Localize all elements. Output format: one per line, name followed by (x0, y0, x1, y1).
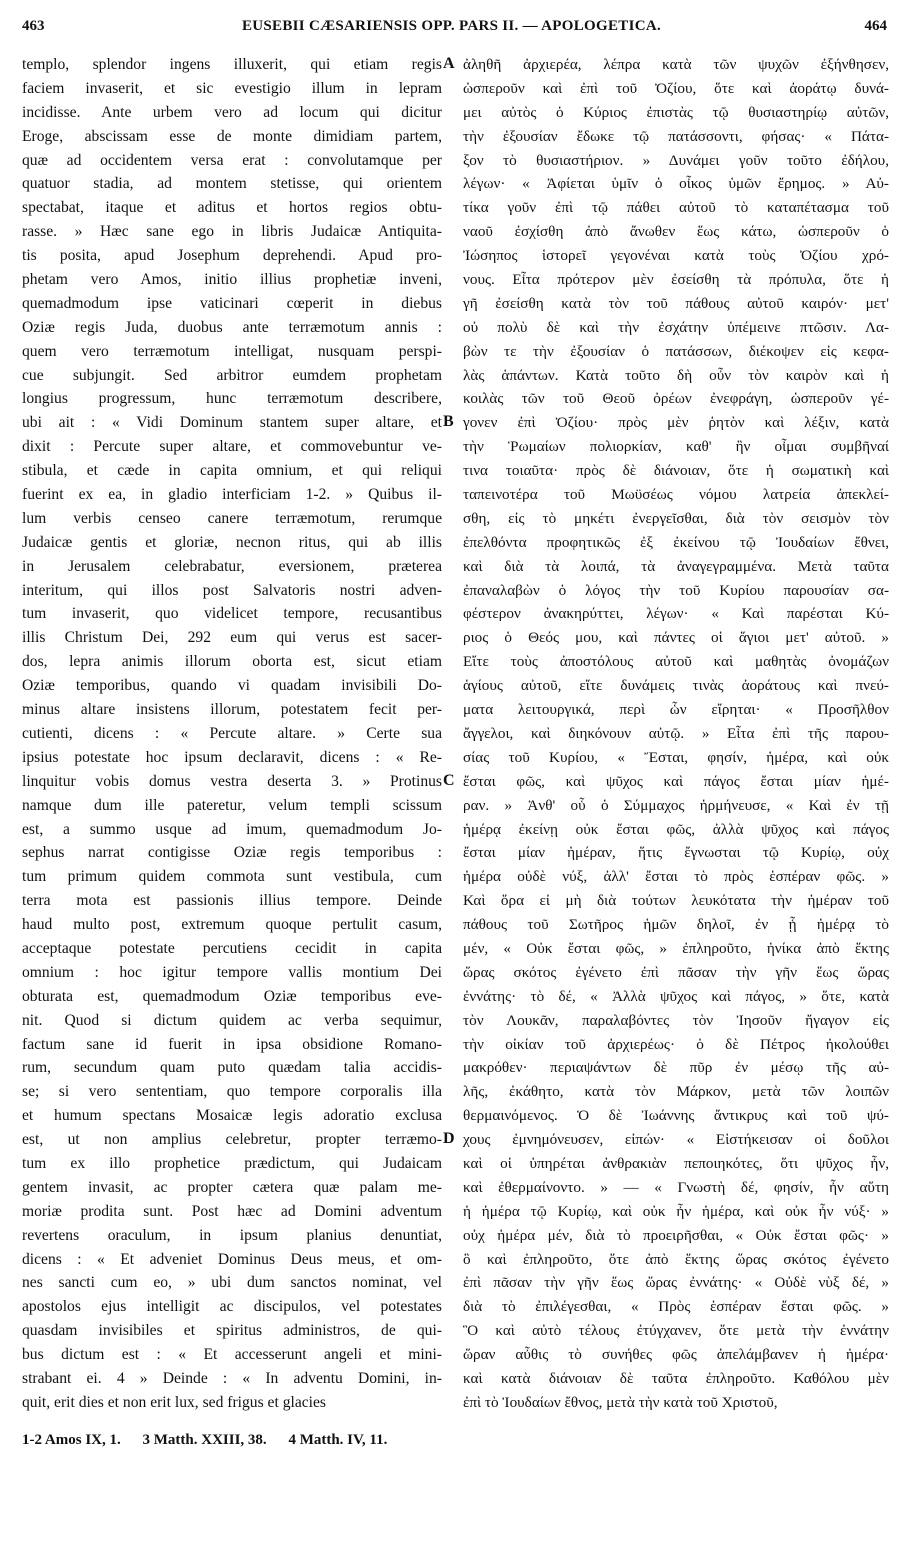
latin-text-line: ubi ait : « Vidi Dominum stantem super altare, et (22, 414, 442, 432)
latin-text-line: quæ ad occidentem versa erat : convolutamque per (22, 151, 442, 169)
greek-text-line: καὶ κατὰ διάνοιαν δὲ ταῦτα ἐπληροῦτο. Καθόλου μὲν (463, 1369, 889, 1387)
greek-text-line: ὃ καὶ ἐπληροῦτο, ὅτε ἀπὸ ἕκτης ὥρας σκότος ἐγένετο (463, 1250, 889, 1268)
margin-letter-c: C (443, 772, 455, 789)
latin-text-line: namque dum ille pateretur, velum templi scissum (22, 796, 442, 814)
latin-text-line: quem vero terræmotum intelligat, nusquam perspi- (22, 342, 442, 360)
greek-text-line: ἐπὶ τὸ Ἰουδαίων ἔθνος, μετὰ τὴν κατὰ τοῦ Χριστοῦ, (463, 1393, 778, 1411)
greek-text-line: ἀληθῆ ἀρχιερέα, λέπρα κατὰ τῶν ψυχῶν ἐξήνθησεν, (463, 56, 889, 73)
margin-letter-b: B (443, 413, 454, 430)
greek-text-line: ἐννάτης· τὸ δέ, « Ἀλλὰ ψῦχος καὶ πάγος, » ὅτε, κατὰ (463, 987, 889, 1005)
latin-text-line: revertens oraculum, in ipsum planius denuntiat, (22, 1226, 442, 1244)
latin-text-line: tum ex illo prophetice prædictum, qui Judaicam (22, 1154, 442, 1172)
greek-text-line: χους ἐμνημόνευσεν, εἰπών· « Εἱστήκεισαν οἱ δοῦλοι (463, 1131, 889, 1149)
latin-text-line: dos, lepra animis illorum oborta est, sicut etiam (22, 653, 442, 671)
latin-text-line: bus dictum est : « Et accesserunt angeli et mini- (22, 1346, 442, 1364)
latin-text-line: et humum spectans Mosaicæ legis adoratio exclusa (22, 1107, 442, 1125)
greek-text-line: ἁγίους αὐτοῦ, εἴτε δυνάμεις τινὰς ἀοράτους καὶ πνεύ- (463, 677, 889, 695)
greek-text-line: οὐχ ἡμέρα μέν, διὰ τὸ προειρῆσθαι, « Οὐκ ἔσται φῶς· » (463, 1226, 889, 1244)
latin-text-line: rum, secundum quam puto quædam talia accidis- (22, 1059, 442, 1077)
greek-text-line: ὥραν αὖθις τὸ συνήθες φῶς ἀπελάμβανεν ἡ ἡμέρα· (463, 1346, 889, 1364)
footnote: 1-2 Amos IX, 1. (22, 1432, 121, 1448)
latin-text-line: tum invaserit, quo videlicet tempore, recusantibus (22, 605, 442, 623)
latin-text-line: haud multo post, extremum quoque pertulit casum, (22, 916, 442, 934)
latin-text-line: spectabat, itaque et aditus et hortos regios obtu- (22, 199, 442, 217)
greek-text-line: Ἰώσηπος ἱστορεῖ γεγονέναι κατὰ τοὺς Ὀζίου χρό- (463, 247, 889, 265)
latin-text-line: illis Christum Dei, 292 eum qui verus est sacer- (22, 629, 442, 647)
latin-text-line: est, ut non amplius celebretur, propter terræmo- (22, 1131, 442, 1149)
latin-text-line: ipsius potestate hoc ipsum declaravit, dicens : « Re- (22, 748, 442, 766)
latin-text-line: dicens : « Et adveniet Dominus Deus meus, et om- (22, 1250, 442, 1268)
greek-text-line: καὶ οἱ ὑπηρέται ἀνθρακιὰν πεποιηκότες, ὅτι ψῦχος ἦν, (463, 1154, 889, 1172)
greek-text-line: ραν. » Ἀνθ' οὗ ὁ Σύμμαχος ἡρμήνευσε, « Καὶ ἐν τῇ (463, 796, 889, 814)
latin-text-line: nes sancti cum eo, » ubi dum sanctos nominat, vel (22, 1274, 442, 1292)
greek-text-line: τὴν οἰκίαν τοῦ ἀρχιερέως· ὁ δὲ Πέτρος ἠκολούθει (463, 1035, 889, 1053)
left-page-number: 463 (22, 18, 45, 34)
greek-text-line: ριος ὁ Θεός μου, καὶ πάντες οἱ ἅγιοι μετ' αὐτοῦ. » (463, 629, 889, 647)
latin-text-line: factum sane id fuerit in ipsa obsidione Romano- (22, 1035, 442, 1053)
greek-text-line: τὸν Λουκᾶν, παραλαβόντες τὸν Ἰησοῦν ἤγαγον εἰς (463, 1011, 889, 1029)
latin-text-line: fuerint ex ea, in gladio interficiam 1-2. » Quibus il- (22, 486, 442, 504)
latin-text-line: incidisse. Ante urbem vero ad locum qui dicitur (22, 103, 442, 121)
greek-text-line: ἐπὶ πᾶσαν τὴν γῆν ἕως ὥρας ἐννάτης· « Οὐδὲ νὺξ δέ, » (463, 1274, 889, 1292)
latin-text-line: quasdam invisibiles et spiritus administros, de qui- (22, 1322, 442, 1340)
greek-text-line: ναοῦ ἐσχίσθη ἀπὸ ἄνωθεν ἕως κάτω, ὡσπεροῦν ὁ (463, 223, 889, 241)
latin-text-line: templo, splendor ingens illuxerit, qui etiam regis (22, 56, 442, 73)
greek-text-line: ὥρας σκότος ἐγένετο ἐπὶ πᾶσαν τὴν γῆν ἕως ὥρας (463, 963, 889, 981)
greek-text-line: γῆ ἐσείσθη κατὰ τὸν τοῦ πάθους αὐτοῦ καιρόν· μετ' (463, 294, 889, 312)
latin-text-line: quatuor stadia, ad montem stetisse, qui orientem (22, 175, 442, 193)
greek-text-line: ταπεινοτέρα τοῦ Μωϋσέως νόμου λατρεία ἀπεκλεί- (463, 486, 889, 504)
latin-text-line: cutienti, dicens : « Percute altare. » Certe sua (22, 724, 442, 742)
greek-text-line: καὶ διὰ τὰ λοιπά, τὰ ἀναγεγραμμένα. Μετὰ ταῦτα (463, 557, 889, 575)
latin-text-line: dixit : Percute super altare, et commovebuntur ve- (22, 438, 442, 456)
greek-text-line: λῆς, ἐκάθητο, κατὰ τὸν Μάρκον, μετὰ τῶν λοιπῶν (463, 1083, 889, 1101)
right-page-number: 464 (864, 18, 887, 34)
latin-text-line: tum primum quidem commota sunt vestibula, cum (22, 868, 442, 886)
margin-letter-a: A (443, 55, 455, 72)
running-title: EUSEBII CÆSARIENSIS OPP. PARS II. — APOLOGETICA. (241, 18, 662, 34)
latin-text-line: stibula, et cæde in capita omnium, et qui reliqui (22, 462, 442, 480)
latin-text-line: tis posita, apud Josephum deprehendi. Apud pro- (22, 247, 442, 265)
latin-text-line: longius progressum, hunc terræmotum describere, (22, 390, 442, 408)
greek-text-line: λέγων· « Ἀφίεται ὑμῖν ὁ οἶκος ὑμῶν ἔρημος. » Αὐ- (463, 175, 889, 193)
latin-text-line: linquitur vobis domus vestra deserta 3. » Protinus (22, 772, 442, 790)
greek-text-line: τίκα γοῦν ἐπὶ τῷ πάθει αὐτοῦ τὸ καταπέτασμα τοῦ (463, 199, 889, 217)
latin-text-line: nit. Quod si dictum quidem ac verba sequimur, (22, 1011, 442, 1029)
greek-text-line: ἔσται φῶς, καὶ ψῦχος καὶ πάγος ἔσται μίαν ἡμέ- (463, 772, 889, 790)
greek-text-line: κοιλὰς τῶν τοῦ Θεοῦ ὀρέων ἐνεφράγη, ὡσπεροῦν γέ- (463, 390, 889, 408)
latin-text-line: quemadmodum ipse vaticinari cœperit in diebus (22, 294, 442, 312)
latin-text-line: Oziæ regis Juda, duobus ante terræmotum annis : (22, 318, 442, 336)
greek-text-line: ἡ ἡμέρα τῷ Κυρίῳ, καὶ οὐκ ἦν ἡμέρα, καὶ οὐκ ἦν νύξ· » (463, 1202, 889, 1220)
greek-text-line: καὶ ἐθερμαίνοντο. » — « Γνωστὴ δέ, φησίν, ἦν αὕτη (463, 1178, 889, 1196)
greek-text-line: ἐπελθόντα προφητικῶς ἐξ ἐκείνου τῷ Ἰουδαίων ἔθνει, (463, 533, 889, 551)
greek-text-line: ματα λειτουργικά, περὶ ὧν εἴρηται· « Προσῆλθον (463, 701, 889, 719)
greek-text-line: διὰ τὸ ἐπιλέγεσθαι, « Πρὸς ἑσπέραν ἔσται φῶς. » (463, 1298, 889, 1316)
greek-column (463, 53, 889, 1415)
latin-text-line: est, a summo usque ad imum, quemadmodum Jo- (22, 820, 442, 838)
greek-text-line: μέν, « Οὐκ ἔσται φῶς, » ἐπληροῦτο, ἡνίκα ἀπὸ ἕκτης (463, 939, 889, 957)
greek-text-line: γονεν ἐπὶ Ὀζίου· πρὸς μὲν ῥητὸν καὶ λέξιν, κατὰ (463, 414, 889, 432)
greek-text-line: μακρόθεν· περιαψάντων δὲ πῦρ ἐν μέσῳ τῆς αὐ- (463, 1059, 889, 1077)
latin-text-line: terra mota est passionis illius tempore. Deinde (22, 892, 442, 910)
latin-column (22, 53, 442, 1415)
latin-text-line: Oziæ temporibus, quando vi quadam invisibili Do- (22, 677, 442, 695)
latin-text-line: minus altare insistens illorum, potestatem fecit per- (22, 701, 442, 719)
greek-text-line: θερμαινόμενος. Ὁ δὲ Ἰωάννης ἄντικρυς καὶ τοῦ ψύ- (463, 1107, 889, 1125)
margin-letter-d: D (443, 1130, 455, 1147)
latin-text-line: faciem invaserit, et sic evestigio illum in lepram (22, 79, 442, 97)
greek-text-line: ἡμέρᾳ ἐκείνῃ οὐκ ἔσται φῶς, ἀλλὰ ψῦχος καὶ πάγος (463, 820, 889, 838)
greek-text-line: ἐπαναλαβὼν ὁ λόγος τὴν τοῦ Κυρίου παρουσίαν σα- (463, 581, 889, 599)
latin-text-line: Judaicæ gentis et gloriæ, necnon ritus, qui ab illis (22, 533, 442, 551)
latin-text-line: acceptaque potestate percutiens cecidit in capita (22, 939, 442, 957)
greek-text-line: ἄγγελοι, καὶ διηκόνουν αὐτῷ. » Εἶτα ἐπὶ τῆς παρου- (463, 724, 889, 742)
greek-text-line: πάθους τοῦ Σωτῆρος ἡμῶν δηλοῖ, ἐν ᾗ ἡμέρᾳ τὸ (463, 916, 889, 934)
greek-text-line: μει αὐτὸς ὁ Κύριος ἐπιστὰς τῷ θυσιαστηρίῳ αὐτῶν, (463, 103, 889, 121)
latin-text-line: cue subjungit. Sed arbitror eumdem prophetam (22, 366, 442, 384)
latin-text-line: Eroge, abscissam esse de monte dimidiam partem, (22, 127, 442, 145)
greek-text-line: Ὃ καὶ αὐτὸ τέλους ἐτύγχανεν, ὅτε μετὰ τὴν ἐννάτην (463, 1322, 889, 1340)
latin-text-line: strabant ei. 4 » Deinde : « In adventu Domini, in- (22, 1369, 442, 1387)
greek-text-line: τὴν Ῥωμαίων πολιορκίαν, καθ' ἣν οἶμαι συμβῆναί (463, 438, 889, 456)
footnote: 3 Matth. XXIII, 38. (142, 1432, 267, 1448)
footnotes (22, 1432, 405, 1449)
greek-text-line: λὰς ἁπάντων. Κατὰ τοῦτο δὴ οὖν τὸν καιρὸν καὶ ἡ (463, 366, 889, 384)
greek-text-line: σθη, εἰς τὸ μηκέτι ἐνεργεῖσθαι, διὰ τὸν σεισμὸν τὸν (463, 509, 889, 527)
latin-text-line: phetam vero Amos, initio illius prophetiæ inveni, (22, 271, 442, 289)
greek-text-line: νους. Εἶτα πρότερον μὲν ἐσείσθη τὰ πρόπυλα, ὅτε ἡ (463, 271, 889, 289)
latin-text-line: quit, erit dies et non erit lux, sed frigus et glacies (22, 1393, 327, 1411)
latin-text-line: interitum, qui illos post Salvatoris nostri adven- (22, 581, 442, 599)
greek-text-line: σίας τοῦ Κυρίου, « Ἔσται, φησίν, ἡμέρα, καὶ οὐκ (463, 748, 889, 766)
greek-text-line: ὡσπεροῦν καὶ ἐπὶ τοῦ Ὀζίου, ὅτε καὶ ἀοράτῳ δυνά- (463, 79, 889, 97)
greek-text-line: φέστερον ἀνακηρύττει, λέγων· « Καὶ παρέσται Κύ- (463, 605, 889, 623)
latin-text-line: obturata est, quemadmodum Oziæ temporibus eve- (22, 987, 442, 1005)
greek-text-line: Καὶ ὅρα εἰ μὴ διὰ τούτων λευκότατα τὴν ἡμέραν τοῦ (463, 892, 889, 910)
footnote: 4 Matth. IV, 11. (288, 1432, 388, 1448)
latin-text-line: in Jerusalem celebrabatur, eversionem, præterea (22, 557, 442, 575)
latin-text-line: apostolos ejus intelligit ac discipulos, vel potestates (22, 1298, 442, 1316)
latin-text-line: gentem invasit, ac propter cætera quæ palam me- (22, 1178, 442, 1196)
latin-text-line: lum verbis censeo canere terræmotum, rerumque (22, 509, 442, 527)
greek-text-line: οὐ πολὺ δὲ καὶ τὴν ἐσχάτην ὑπέμεινε πτῶσιν. Λα- (463, 318, 889, 336)
latin-text-line: moriæ prodita sunt. Post hæc ad Domini adventum (22, 1202, 442, 1220)
latin-text-line: se; si vero sententiam, quo tempore corporalis illa (22, 1083, 442, 1101)
greek-text-line: ἡμέρα οὐδὲ νύξ, ἀλλ' ἔσται τὸ πρὸς ἑσπέραν φῶς. » (463, 868, 889, 886)
latin-text-line: rasse. » Hæc sane ego in libris Judaicæ Antiquita- (22, 223, 442, 241)
latin-text-line: omnium : hoc igitur tempore vallis montium Dei (22, 963, 442, 981)
greek-text-line: ξον τὸ θυσιαστήριον. » Δυνάμει γοῦν τοῦτο ἐδήλου, (463, 151, 889, 169)
greek-text-line: τινα τοιαῦτα· πρὸς δὲ διάνοιαν, ὅτε ἡ σωματικὴ καὶ (463, 462, 889, 480)
greek-text-line: Εἴτε τοὺς ἀποστόλους αὐτοῦ καὶ μαθητὰς ὀνομάζων (463, 653, 889, 671)
greek-text-line: βὼν τε τὴν ἐξουσίαν ὁ πατάσσων, διέκοψεν εἰς κεφα- (463, 342, 889, 360)
greek-text-line: ἔσται μίαν ἡμέραν, ἥτις ἔγνωσται τῷ Κυρίῳ, οὐχ (463, 844, 889, 862)
latin-text-line: sephus narrat contigisse Oziæ regis temporibus : (22, 844, 442, 862)
greek-text-line: τὴν ἐξουσίαν ἔδωκε τῷ πατάσσοντι, φήσας· « Πάτα- (463, 127, 889, 145)
